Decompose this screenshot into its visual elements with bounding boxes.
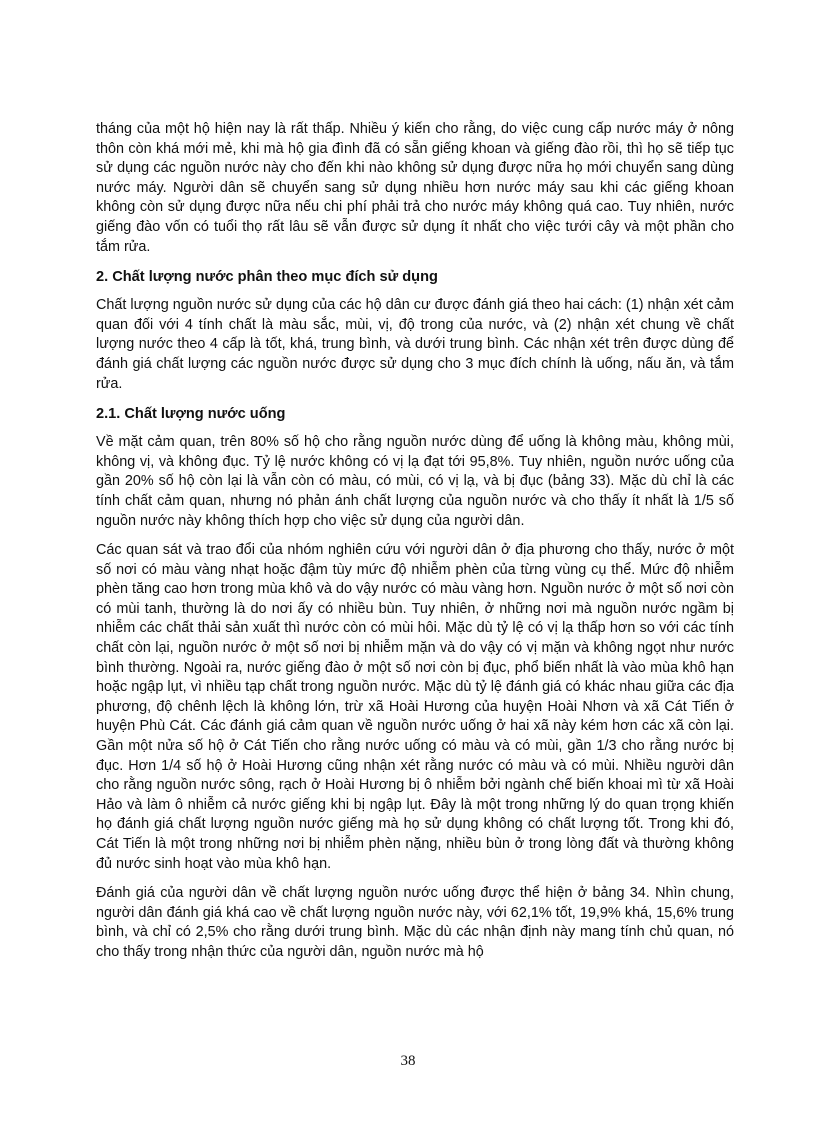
section-heading-2-1: 2.1. Chất lượng nước uống (96, 406, 286, 423)
document-page (96, 120, 734, 973)
page-number: 38 (400, 1053, 416, 1069)
paragraph-sensory-assessment: Về mặt cảm quan, trên 80% số hộ cho rằng nguồn nước dùng để uống là không màu, không mùi, không vị, và không đục. Tỷ lệ nước không có vị lạ đạt tới 95,8%. Tuy nhiên, nguồn nước uống của gần 20% số hộ còn lại là vẫn còn có màu, có mùi, có vị lạ, và bị đục (bảng 33). Mặc dù chỉ là các tính chất cảm quan, nhưng nó phản ánh chất lượng của nguồn nước và cho thấy ít nhất là 1/5 số nguồn nước này không thích hợp cho việc sử dụng của người dân. (96, 434, 734, 529)
paragraph-field-observations: Các quan sát và trao đổi của nhóm nghiên cứu với người dân ở địa phương cho thấy, nước ở một số nơi có màu vàng nhạt hoặc đậm tùy mức độ nhiễm phèn của từng vùng cụ thể. Mức độ nhiễm phèn tăng cao hơn trong mùa khô và do vậy nước có màu vàng hơn. Nguồn nước ở một số nơi còn có mùi tanh, thường là do nơi ấy có nhiều bùn. Tuy nhiên, ở những nơi mà nguồn nước ngầm bị nhiễm các chất thải sản xuất thì nước còn có mùi hôi. Mặc dù tỷ lệ có vị lạ thấp hơn so với các tính chất còn lại, nguồn nước ở một số nơi bị nhiễm mặn và do vậy có vị mặn và không ngọt như nước bình thường. Ngoài ra, nước giếng đào ở một số nơi còn bị đục, phổ biến nhất là vào mùa khô hạn hoặc ngập lụt, vì nhiều tạp chất trong nguồn nước. Mặc dù tỷ lệ đánh giá có khác nhau giữa các địa phương, độ chênh lệch là không lớn, trừ xã Hoài Hương của huyện Hoài Nhơn và xã Cát Tiến ở huyện Phù Cát. Các đánh giá cảm quan về nguồn nước uống ở hai xã này kém hơn các xã còn lại. Gần một nửa số hộ ở Cát Tiến cho rằng nước uống có màu và có mùi, gần 1/3 cho rằng nước bị đục. Hơn 1/4 số hộ ở Hoài Hương cũng nhận xét rằng nước có màu và có mùi. Nhiều người dân cho rằng nguồn nước sông, rạch ở Hoài Hương bị ô nhiễm bởi ngành chế biến khoai mì từ xã Hoài Hảo và làm ô nhiễm cả nước giếng khi bị ngập lụt. Đây là một trong những lý do quan trọng khiến họ đánh giá chất lượng nguồn nước giếng mà họ sử dụng không có chất lượng tốt. Trong khi đó, Cát Tiến là một trong những nơi bị nhiễm phèn nặng, nhiều bùn ở trong lòng đất và thường không đủ nước sinh hoạt vào mùa khô hạn. (96, 542, 734, 872)
section-heading-2: 2. Chất lượng nước phân theo mục đích sử dụng (96, 269, 438, 286)
paragraph-quality-methods: Chất lượng nguồn nước sử dụng của các hộ dân cư được đánh giá theo hai cách: (1) nhận xét cảm quan đối với 4 tính chất là màu sắc, mùi, vị, độ trong của nước, và (2) nhận xét chung về chất lượng nước theo 4 cấp là tốt, khá, trung bình, và dưới trung bình. Các nhận xét trên được dùng để đánh giá chất lượng các nguồn nước được sử dụng cho 3 mục đích chính là uống, nấu ăn, và tắm rửa. (96, 297, 734, 392)
paragraph-intro-continuation: tháng của một hộ hiện nay là rất thấp. Nhiều ý kiến cho rằng, do việc cung cấp nước máy ở nông thôn còn khá mới mẻ, khi mà hộ gia đình đã có sẵn giếng khoan và giếng đào rồi, thì họ sẽ tiếp tục sử dụng các nguồn nước này cho đến khi nào không sử dụng được nữa họ mới chuyển sang dùng nước máy. Người dân sẽ chuyển sang sử dụng nhiều hơn nước máy sau khi các giếng khoan không còn sử dụng được nữa nếu chi phí phải trả cho nước máy không quá cao. Tuy nhiên, nước giếng đào vốn có tuổi thọ rất lâu sẽ vẫn được sử dụng ít nhất cho việc tưới cây và một phần cho tắm rửa. (96, 121, 734, 255)
paragraph-overall-assessment: Đánh giá của người dân về chất lượng nguồn nước uống được thể hiện ở bảng 34. Nhìn chung, người dân đánh giá khá cao về chất lượng nguồn nước này, với 62,1% tốt, 19,9% khá, 15,6% trung bình, và chỉ có 2,5% cho rằng dưới trung bình. Mặc dù các nhận định này mang tính chủ quan, nó cho thấy trong nhận thức của người dân, nguồn nước mà hộ (96, 885, 734, 960)
